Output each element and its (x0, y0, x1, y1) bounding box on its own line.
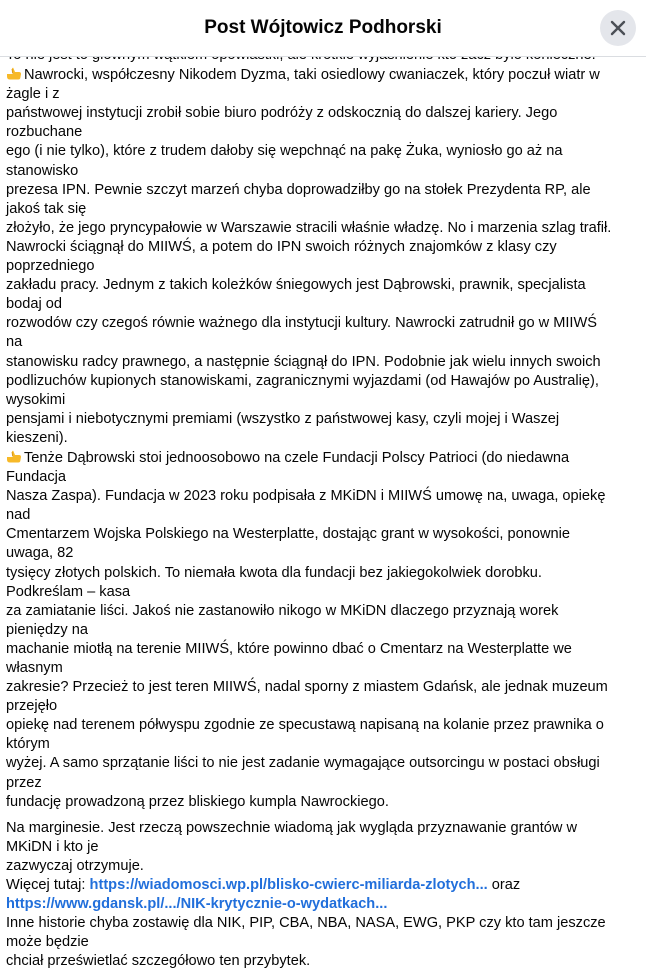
text-line: Na marginesie. Jest rzeczą powszechnie wiadomą jak wygląda przyznawanie grantów w MKiDN i kto je (6, 819, 578, 855)
text-line: zazwyczaj otrzymuje. (6, 857, 144, 874)
text-line: chciał prześwietlać szczegółowo ten przybytek. (6, 953, 311, 970)
text-line: Tenże Dąbrowski stoi jednoosobowo na czele Fundacji Polscy Patrioci (do niedawna Fundacja (6, 449, 570, 486)
post-body (6, 46, 612, 972)
text-line: prezesa IPN. Pewnie szczyt marzeń chyba doprowadziłby go na stołek Prezydenta RP, ale jakoś tak się (6, 181, 591, 217)
link-wp[interactable]: https://wiadomosci.wp.pl/blisko-cwierc-miliarda-zlotych... (89, 877, 488, 894)
close-button[interactable] (600, 10, 636, 46)
text-line: złożyło, że jego pryncypałowie w Warszawie stracili właśnie władzę. No i marzenia szlag trafił. (6, 219, 612, 236)
link-gdansk[interactable]: https://www.gdansk.pl/.../NIK-krytycznie-o-wydatkach... (6, 896, 388, 913)
links-line-2 (6, 895, 612, 914)
pointing-hand-icon (6, 65, 22, 81)
text-line: wyżej. A samo sprzątanie liści to nie jest zadanie wymagające outsorcingu w postaci obsługi przez (6, 755, 600, 791)
text-line: Inne historie chyba zostawię dla NIK, PIP, CBA, NBA, NASA, EWG, PKP czy kto tam jeszcze może będzie (6, 915, 606, 951)
text-line: tysięcy złotych polskich. To niemała kwota dla fundacji bez jakiegokolwiek dorobku. Podkreślam – kasa (6, 564, 542, 600)
text-line: podlizuchów kupionych stanowiskami, zagranicznymi wyjazdami (od Hawajów po Australię), wysokimi (6, 372, 599, 408)
text-line: rozwodów czy czegoś równie ważnego dla instytucji kultury. Nawrocki zatrudnił go w MIIWŚ na (6, 315, 597, 351)
text-line: Nawrocki, współczesny Nikodem Dyzma, taki osiedlowy cwaniaczek, który poczuł wiatr w żagle i z (6, 67, 600, 103)
text-line: Cmentarzem Wojska Polskiego na Westerplatte, dostając grant w wysokości, ponownie uwaga, 82 (6, 526, 571, 562)
text-line: Nasza Zaspa). Fundacja w 2023 roku podpisała z MKiDN i MIIWŚ umowę na, uwaga, opiekę nad (6, 488, 606, 524)
dialog-header (0, 0, 646, 57)
text-line: fundację prowadzoną przez bliskiego kumpla Nawrockiego. (6, 793, 389, 810)
paragraph-2 (6, 448, 612, 812)
text-line: opiekę nad terenem półwyspu zgodnie ze specustawą napisaną na kolanie przez prawnika o którym (6, 717, 604, 753)
link-join: oraz (487, 877, 521, 894)
pointing-hand-icon (6, 448, 22, 464)
text-line: ego (i nie tylko), które z trudem dałoby się wepchnąć na pakę Żuka, wyniosło go aż na stanowisko (6, 143, 563, 179)
paragraph-1 (6, 65, 612, 448)
close-icon (610, 20, 626, 36)
more-prefix: Więcej tutaj: (6, 877, 90, 894)
text-line: Nawrocki ściągnął do MIIWŚ, a potem do IPN swoich różnych znajomków z klasy czy poprzedniego (6, 238, 557, 275)
text-line: za zamiatanie liści. Jakoś nie zastanowiło nikogo w MKiDN dlaczego przyznają worek pieniędzy na (6, 602, 559, 638)
text-line: państwowej instytucji zrobił sobie biuro podróży z odskocznią do dalszej kariery. Jego rozbuchane (6, 105, 558, 141)
text-line: zakładu pracy. Jednym z takich koleżków śniegowych jest Dąbrowski, prawnik, specjalista bodaj od (6, 277, 586, 313)
text-line: machanie miotłą na terenie MIIWŚ, które powinno dbać o Cmentarz na Westerplatte we własnym (6, 640, 572, 676)
text-line: pensjami i niebotycznymi premiami (wszystko z państwowej kasy, czyli mojej i Waszej kieszeni). (6, 410, 560, 446)
text-line: zakresie? Przecież to jest teren MIIWŚ, nadal sporny z miastem Gdańsk, ale jednak muzeum przejęło (6, 679, 608, 715)
paragraph-3 (6, 819, 612, 972)
text-line: stanowisku radcy prawnego, a następnie ściągnął do IPN. Podobnie jak wielu innych swoich (6, 353, 601, 370)
links-line (6, 876, 612, 895)
dialog-title: Post Wójtowicz Podhorski (204, 17, 442, 38)
